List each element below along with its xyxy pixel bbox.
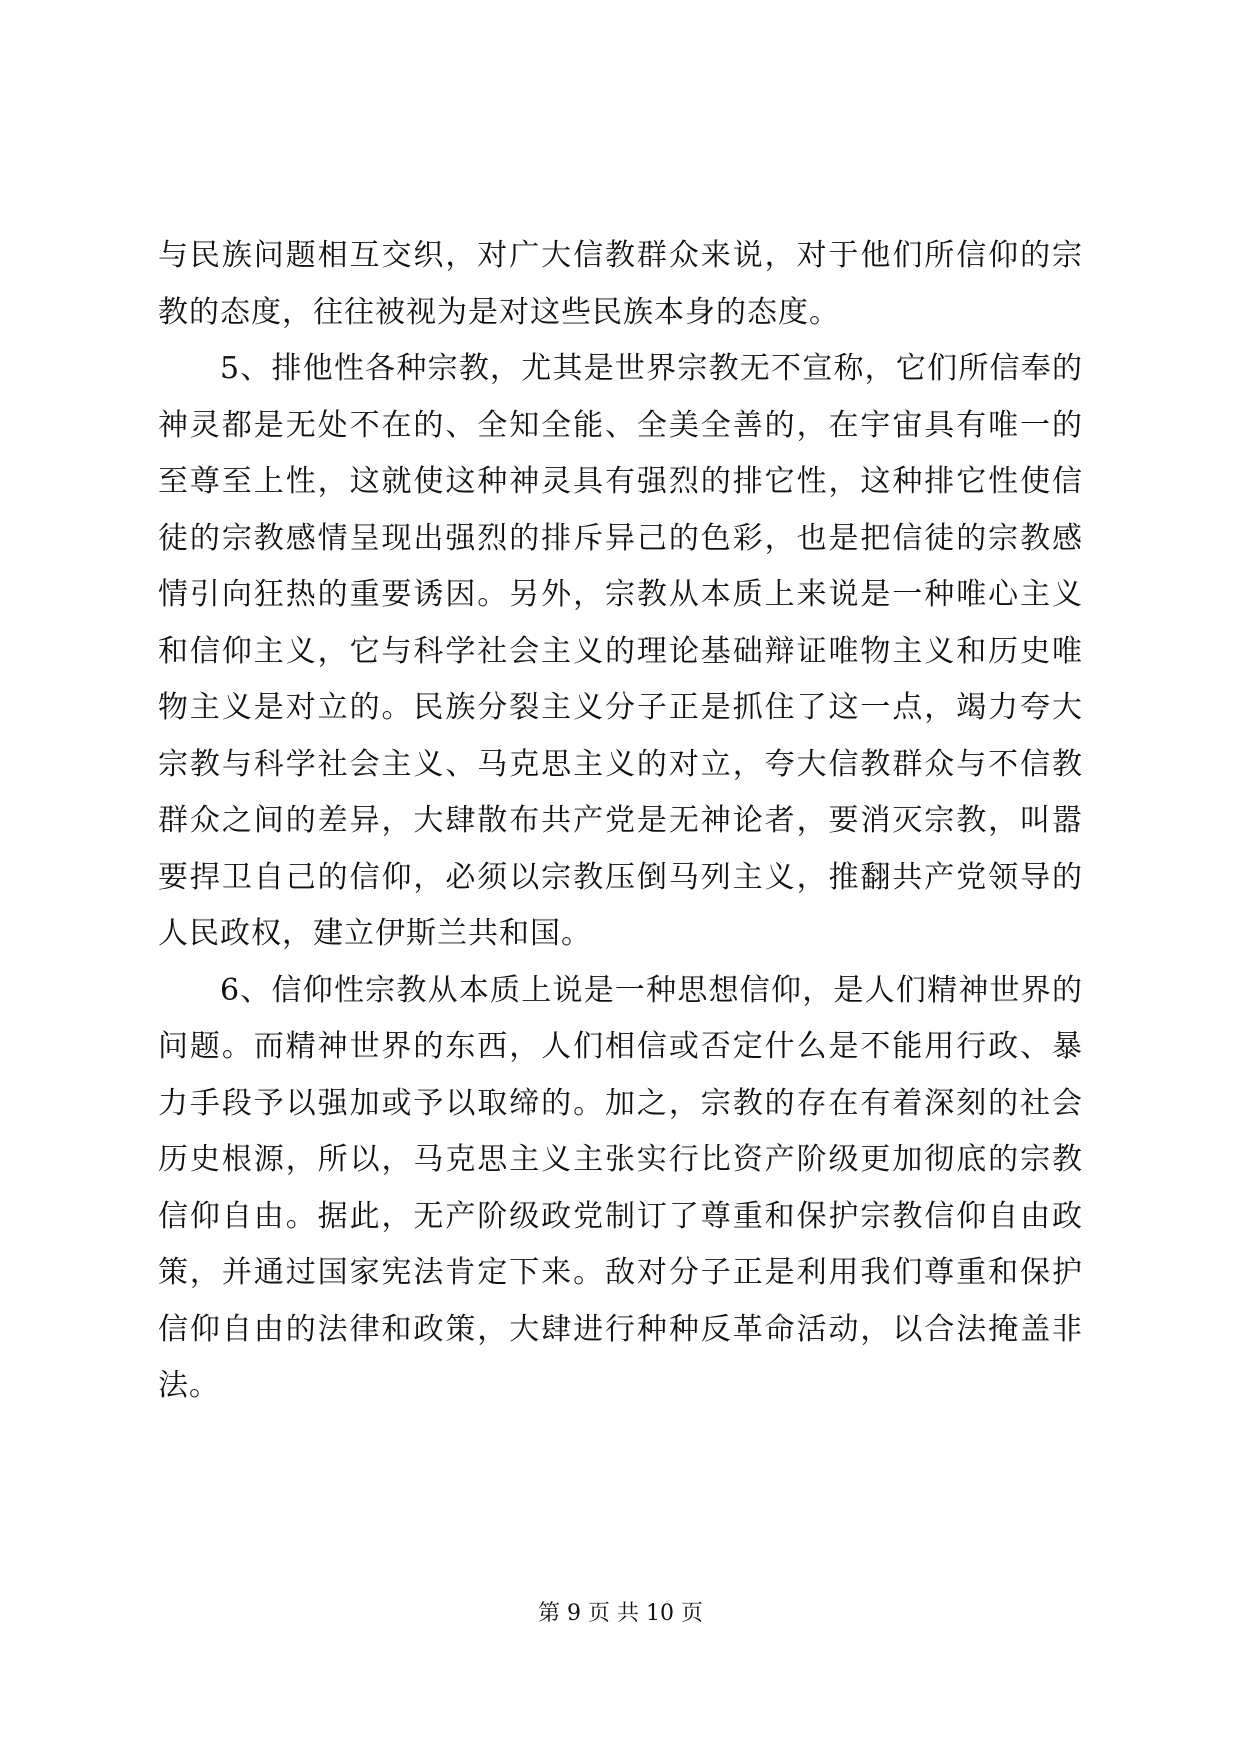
document-body (158, 228, 1083, 1415)
page-footer (0, 1596, 1241, 1627)
paragraph-continuation: 与民族问题相互交织，对广大信教群众来说，对于他们所信仰的宗教的态度，往往被视为是对这些民族本身的态度。 (158, 238, 1083, 330)
paragraph-belief: 6、信仰性宗教从本质上说是一种思想信仰，是人们精神世界的问题。而精神世界的东西，人们相信或否定什么是不能用行政、暴力手段予以强加或予以取缔的。加之，宗教的存在有着深刻的社会历史根源，所以，马克思主义主张实行比资产阶级更加彻底的宗教信仰自由。据此，无产阶级政党制订了尊重和保护宗教信仰自由政策，并通过国家宪法肯定下来。敌对分子正是利用我们尊重和保护信仰自由的法律和政策，大肆进行种种反革命活动，以合法掩盖非法。 (158, 972, 1083, 1403)
paragraph-exclusivity: 5、排他性各种宗教，尤其是世界宗教无不宣称，它们所信奉的神灵都是无处不在的、全知全能、全美全善的，在宇宙具有唯一的至尊至上性，这就使这种神灵具有强烈的排它性，这种排它性使信徒的宗教感情呈现出强烈的排斥异己的色彩，也是把信徒的宗教感情引向狂热的重要诱因。另外，宗教从本质上来说是一种唯心主义和信仰主义，它与科学社会主义的理论基础辩证唯物主义和历史唯物主义是对立的。民族分裂主义分子正是抓住了这一点，竭力夸大宗教与科学社会主义、马克思主义的对立，夸大信教群众与不信教群众之间的差异，大肆散布共产党是无神论者，要消灭宗教，叫嚣要捍卫自己的信仰，必须以宗教压倒马列主义，推翻共产党领导的人民政权，建立伊斯兰共和国。 (158, 351, 1083, 951)
page-number-label: 第 9 页 共 10 页 (538, 1601, 703, 1626)
